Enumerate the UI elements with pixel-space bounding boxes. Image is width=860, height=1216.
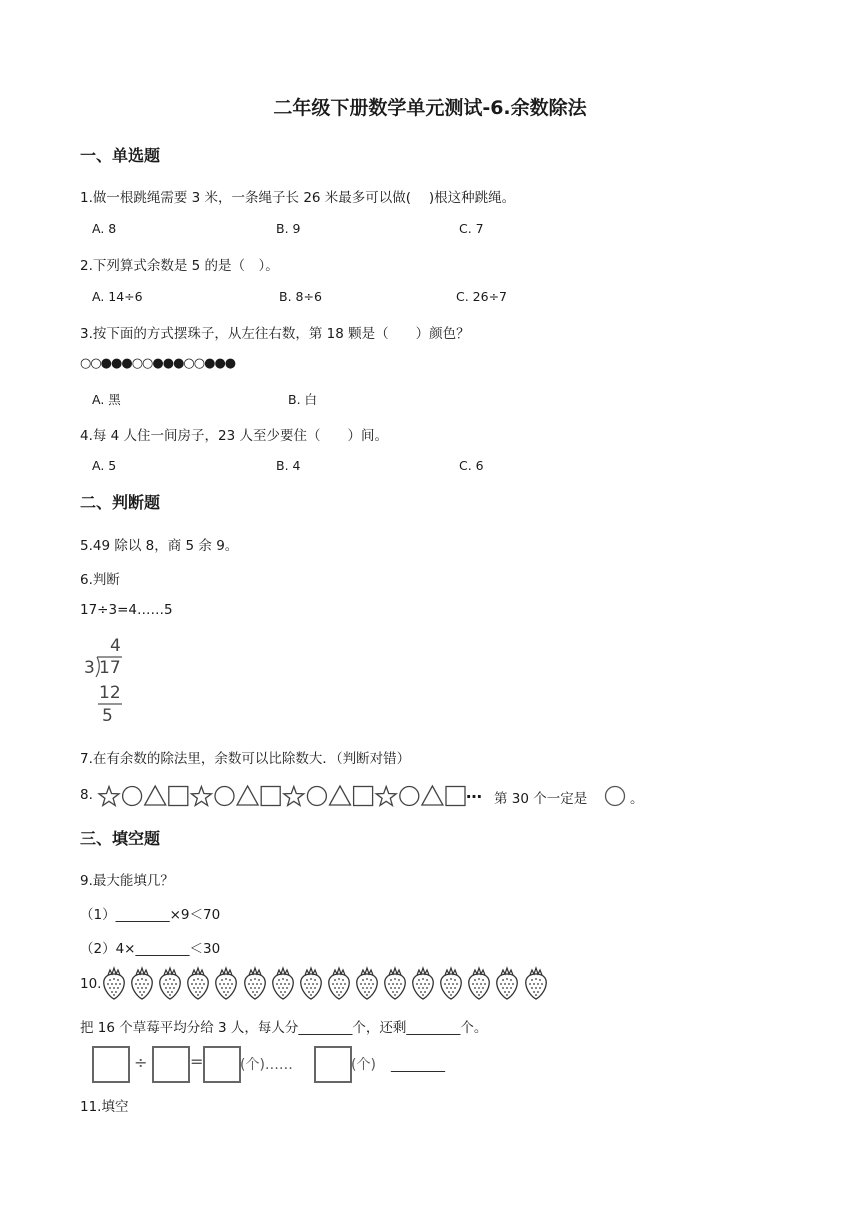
formula-equals-sign: =	[190, 1052, 204, 1071]
q4-option-b[interactable]: B. 4	[276, 458, 301, 473]
page-title: 二年级下册数学单元测试-6.余数除法	[273, 97, 587, 119]
q4-option-c[interactable]: C. 6	[459, 458, 484, 473]
q3-option-a[interactable]: A. 黑	[92, 392, 121, 407]
formula-blank[interactable]: ________	[391, 1057, 445, 1073]
question-4: 4.每 4 人住一间房子，23 人至少要住（ ）间。	[80, 428, 389, 444]
section-heading-true-false: 二、判断题	[80, 493, 161, 512]
q4-option-a[interactable]: A. 5	[92, 458, 117, 473]
triangle-shape-icon	[237, 786, 258, 805]
formula-unit-1: (个)……	[240, 1057, 293, 1073]
q2-option-a[interactable]: A. 14÷6	[92, 289, 143, 304]
strawberry-icon	[467, 966, 491, 1000]
strawberry-icon	[186, 966, 210, 1000]
q9-line-1[interactable]: （1）________×9＜70	[80, 907, 221, 923]
answer-circle-icon	[604, 785, 626, 807]
division-formula	[90, 1044, 470, 1084]
strawberry-icon	[327, 966, 351, 1000]
question-1: 1.做一根跳绳需要 3 米，一条绳子长 26 米最多可以做( )根这种跳绳。	[80, 190, 516, 206]
strawberry-icon	[271, 966, 295, 1000]
formula-box-quotient[interactable]	[203, 1046, 241, 1083]
strawberry-icon	[299, 966, 323, 1000]
shape-sequence	[98, 783, 488, 809]
division-dividend: 17	[99, 658, 121, 678]
q1-option-a[interactable]: A. 8	[92, 221, 117, 236]
strawberry-icon	[102, 966, 126, 1000]
star-shape-icon	[99, 787, 119, 806]
strawberry-icon	[383, 966, 407, 1000]
star-shape-icon	[376, 787, 396, 806]
triangle-shape-icon	[422, 786, 443, 805]
formula-box-divisor[interactable]	[152, 1046, 190, 1083]
circle-shape-icon	[400, 787, 419, 806]
strawberry-icon	[495, 966, 519, 1000]
circle-shape-icon	[307, 787, 326, 806]
q8-end: 。	[630, 791, 644, 807]
bead-sequence: ○○●●●○○●●●○○●●●	[80, 356, 236, 371]
q9-line-2[interactable]: （2）4×________＜30	[80, 941, 221, 957]
strawberry-icon	[214, 966, 238, 1000]
q1-option-c[interactable]: C. 7	[459, 221, 484, 236]
q2-option-b[interactable]: B. 8÷6	[279, 289, 322, 304]
question-6: 6.判断	[80, 572, 120, 588]
question-3: 3.按下面的方式摆珠子，从左往右数，第 18 颗是（ ）颜色？	[80, 326, 470, 342]
question-5: 5.49 除以 8，商 5 余 9。	[80, 538, 239, 554]
section-heading-fill-blank: 三、填空题	[80, 829, 161, 848]
q1-option-b[interactable]: B. 9	[276, 221, 301, 236]
division-divisor: 3	[84, 658, 95, 678]
strawberry-icon	[524, 966, 548, 1000]
question-10-label: 10.	[80, 976, 102, 992]
formula-divide-sign: ÷	[134, 1053, 148, 1072]
shape-ellipsis: …	[466, 783, 480, 802]
q3-option-b[interactable]: B. 白	[288, 392, 318, 407]
section-heading-single-choice: 一、单选题	[80, 146, 161, 165]
circle-shape-icon	[215, 787, 234, 806]
strawberry-icon	[243, 966, 267, 1000]
q2-option-c[interactable]: C. 26÷7	[456, 289, 508, 304]
strawberry-icon	[158, 966, 182, 1000]
formula-unit-2: (个)	[351, 1057, 376, 1073]
formula-box-remainder[interactable]	[314, 1046, 352, 1083]
division-remainder: 5	[102, 706, 113, 726]
formula-box-dividend[interactable]	[92, 1046, 130, 1083]
question-10: 把 16 个草莓平均分给 3 人，每人分________个，还剩________个。	[80, 1020, 488, 1036]
division-quotient: 4	[110, 636, 121, 656]
square-shape-icon	[169, 787, 188, 806]
strawberry-row	[102, 966, 552, 1002]
circle-shape-icon	[123, 787, 142, 806]
long-division-figure	[82, 634, 142, 726]
triangle-shape-icon	[330, 786, 351, 805]
question-2: 2.下列算式余数是 5 的是（ ）。	[80, 258, 279, 274]
question-7: 7.在有余数的除法里，余数可以比除数大．（判断对错）	[80, 751, 411, 767]
division-product: 12	[99, 683, 121, 703]
q8-text: 第 30 个一定是	[494, 791, 588, 807]
star-shape-icon	[191, 787, 211, 806]
strawberry-icon	[130, 966, 154, 1000]
q6-equation: 17÷3=4……5	[80, 602, 173, 618]
question-11: 11.填空	[80, 1099, 129, 1115]
square-shape-icon	[261, 787, 280, 806]
triangle-shape-icon	[145, 786, 166, 805]
strawberry-icon	[411, 966, 435, 1000]
strawberry-icon	[355, 966, 379, 1000]
strawberry-icon	[439, 966, 463, 1000]
square-shape-icon	[446, 787, 465, 806]
question-8-label: 8.	[80, 787, 93, 803]
star-shape-icon	[284, 787, 304, 806]
square-shape-icon	[354, 787, 373, 806]
question-9: 9.最大能填几？	[80, 873, 174, 889]
